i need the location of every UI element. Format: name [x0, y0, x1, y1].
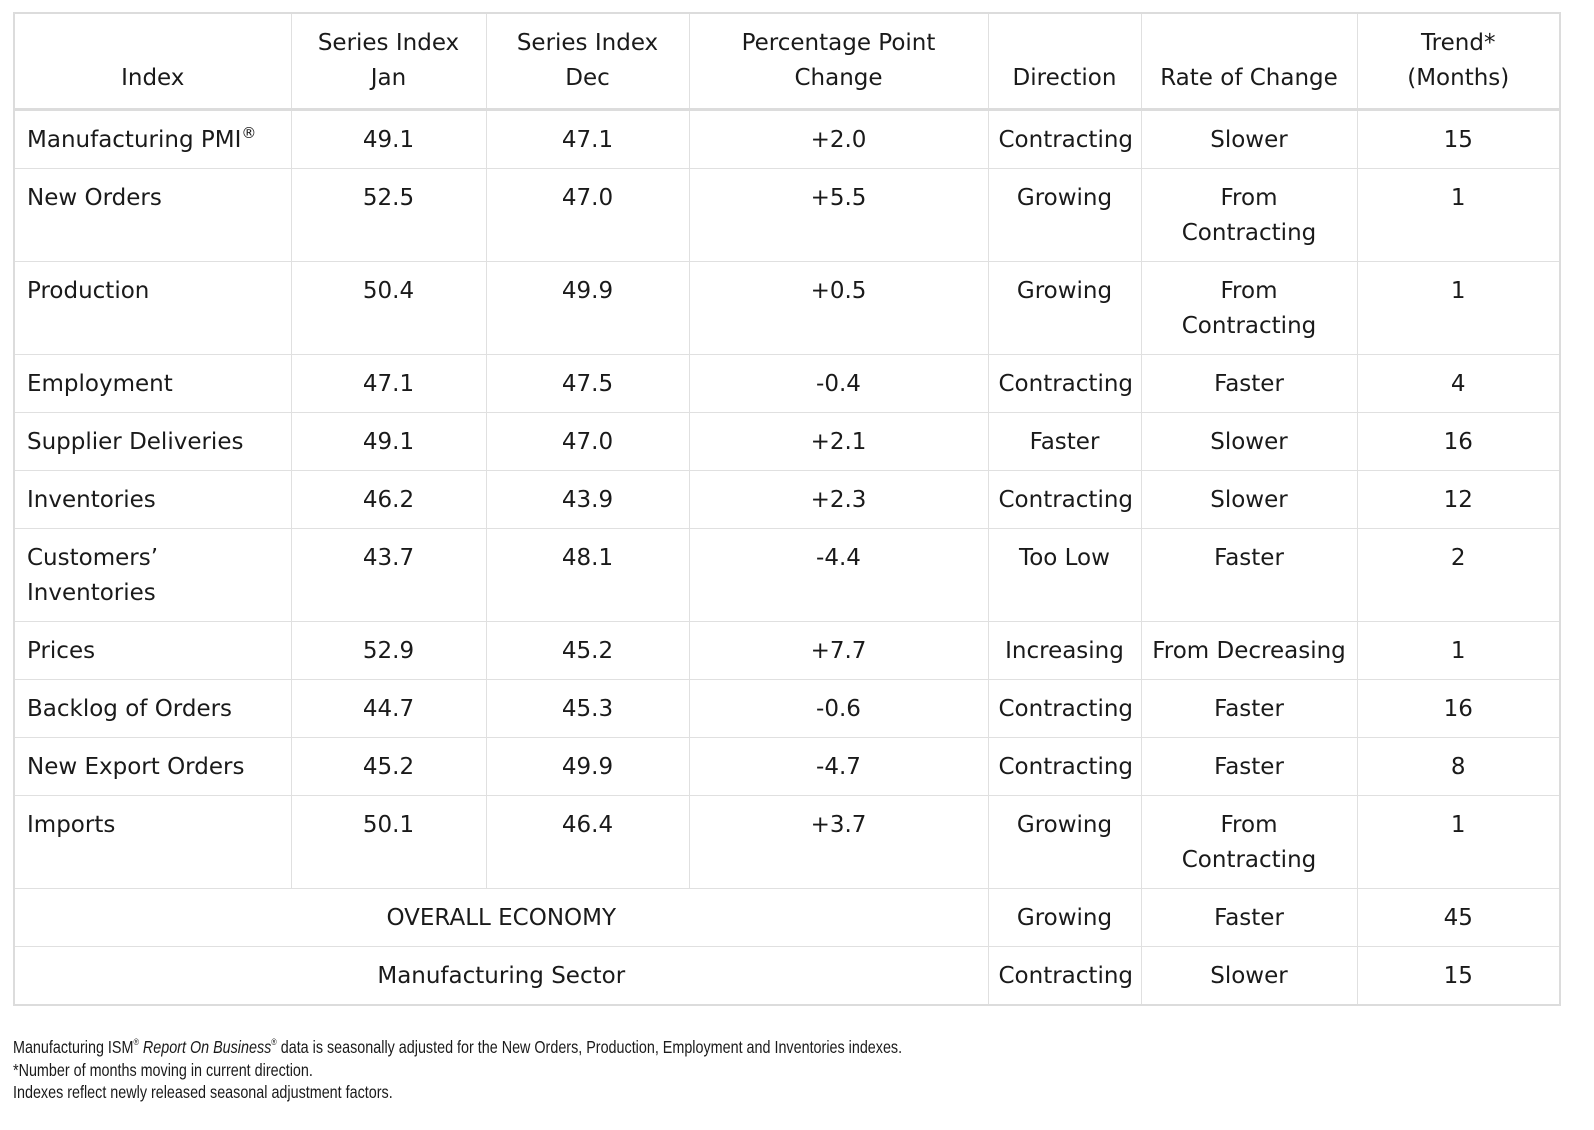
table-row: [14, 110, 1560, 169]
row-index: Employment: [14, 355, 291, 413]
row-direction: Contracting: [988, 471, 1141, 529]
row-dec: 43.9: [486, 471, 689, 529]
row-dec: 47.5: [486, 355, 689, 413]
row-trend: 8: [1357, 738, 1560, 796]
row-trend: 12: [1357, 471, 1560, 529]
row-change: +0.5: [689, 262, 988, 355]
summary-row-manufacturing-sector: [14, 947, 1560, 1006]
row-rate: From Decreasing: [1141, 622, 1357, 680]
row-index: Imports: [14, 796, 291, 889]
table-row: [14, 796, 1560, 889]
table-row: [14, 413, 1560, 471]
row-trend: 16: [1357, 413, 1560, 471]
table-row: [14, 169, 1560, 262]
header-trend: Trend* (Months): [1357, 13, 1560, 110]
row-rate: From Contracting: [1141, 169, 1357, 262]
row-change: +2.3: [689, 471, 988, 529]
row-rate: Slower: [1141, 110, 1357, 169]
row-jan: 52.9: [291, 622, 486, 680]
row-jan: 50.4: [291, 262, 486, 355]
row-direction: Increasing: [988, 622, 1141, 680]
summary-row-overall-economy: [14, 889, 1560, 947]
pmi-table-container: [13, 12, 1559, 1006]
table-row: [14, 529, 1560, 622]
row-jan: 46.2: [291, 471, 486, 529]
row-change: +2.0: [689, 110, 988, 169]
header-direction: Direction: [988, 13, 1141, 110]
row-rate: From Contracting: [1141, 796, 1357, 889]
row-rate: Slower: [1141, 413, 1357, 471]
row-direction: Contracting: [988, 110, 1141, 169]
row-dec: 47.0: [486, 413, 689, 471]
summary-label: Manufacturing Sector: [14, 947, 988, 1006]
row-trend: 1: [1357, 262, 1560, 355]
row-jan: 49.1: [291, 110, 486, 169]
row-rate: Faster: [1141, 680, 1357, 738]
table-row: [14, 471, 1560, 529]
footnotes: [13, 1036, 1292, 1104]
row-index: Prices: [14, 622, 291, 680]
row-rate: Faster: [1141, 738, 1357, 796]
row-change: +3.7: [689, 796, 988, 889]
row-change: -4.4: [689, 529, 988, 622]
row-dec: 45.2: [486, 622, 689, 680]
footnote-adjustment: Indexes reflect newly released seasonal adjustment factors.: [13, 1082, 393, 1102]
row-direction: Contracting: [988, 738, 1141, 796]
row-direction: Growing: [988, 796, 1141, 889]
row-dec: 47.0: [486, 169, 689, 262]
footnote-trend: *Number of months moving in current direction.: [13, 1059, 313, 1080]
row-index: Backlog of Orders: [14, 680, 291, 738]
row-rate: Faster: [1141, 355, 1357, 413]
header-jan: Series Index Jan: [291, 13, 486, 110]
row-rate: Faster: [1141, 529, 1357, 622]
row-trend: 16: [1357, 680, 1560, 738]
row-jan: 44.7: [291, 680, 486, 738]
table-row: [14, 622, 1560, 680]
row-index: New Orders: [14, 169, 291, 262]
row-index: Customers’ Inventories: [14, 529, 291, 622]
summary-trend: 45: [1357, 889, 1560, 947]
row-jan: 50.1: [291, 796, 486, 889]
row-index: Production: [14, 262, 291, 355]
row-jan: 47.1: [291, 355, 486, 413]
row-direction: Growing: [988, 169, 1141, 262]
table-row: [14, 355, 1560, 413]
row-direction: Growing: [988, 262, 1141, 355]
row-trend: 1: [1357, 622, 1560, 680]
header-change: Percentage Point Change: [689, 13, 988, 110]
row-jan: 52.5: [291, 169, 486, 262]
summary-rate: Faster: [1141, 889, 1357, 947]
row-jan: 45.2: [291, 738, 486, 796]
footnote-seasonal: Manufacturing ISM® Report On Business® data is seasonally adjusted for the New Orders, Production, Employment and Inventories indexes.: [13, 1037, 903, 1057]
row-index: Inventories: [14, 471, 291, 529]
table-row: [14, 738, 1560, 796]
row-trend: 15: [1357, 110, 1560, 169]
row-index: New Export Orders: [14, 738, 291, 796]
row-change: +5.5: [689, 169, 988, 262]
row-rate: From Contracting: [1141, 262, 1357, 355]
row-direction: Contracting: [988, 680, 1141, 738]
table-row: [14, 680, 1560, 738]
header-rate: Rate of Change: [1141, 13, 1357, 110]
row-change: +7.7: [689, 622, 988, 680]
row-change: -4.7: [689, 738, 988, 796]
summary-direction: Contracting: [988, 947, 1141, 1006]
row-dec: 45.3: [486, 680, 689, 738]
row-change: -0.6: [689, 680, 988, 738]
row-direction: Contracting: [988, 355, 1141, 413]
row-jan: 49.1: [291, 413, 486, 471]
row-trend: 1: [1357, 169, 1560, 262]
row-rate: Slower: [1141, 471, 1357, 529]
summary-direction: Growing: [988, 889, 1141, 947]
pmi-table: [13, 12, 1561, 1006]
row-dec: 46.4: [486, 796, 689, 889]
table-row: [14, 262, 1560, 355]
header-dec: Series Index Dec: [486, 13, 689, 110]
table-header-row: [14, 13, 1560, 110]
row-trend: 1: [1357, 796, 1560, 889]
row-dec: 49.9: [486, 262, 689, 355]
row-trend: 4: [1357, 355, 1560, 413]
header-index: Index: [14, 13, 291, 110]
row-dec: 49.9: [486, 738, 689, 796]
row-jan: 43.7: [291, 529, 486, 622]
row-index: Supplier Deliveries: [14, 413, 291, 471]
row-trend: 2: [1357, 529, 1560, 622]
row-dec: 47.1: [486, 110, 689, 169]
row-change: +2.1: [689, 413, 988, 471]
row-direction: Too Low: [988, 529, 1141, 622]
row-index: Manufacturing PMI®: [14, 110, 291, 169]
summary-label: OVERALL ECONOMY: [14, 889, 988, 947]
row-dec: 48.1: [486, 529, 689, 622]
summary-rate: Slower: [1141, 947, 1357, 1006]
summary-trend: 15: [1357, 947, 1560, 1006]
row-change: -0.4: [689, 355, 988, 413]
row-direction: Faster: [988, 413, 1141, 471]
